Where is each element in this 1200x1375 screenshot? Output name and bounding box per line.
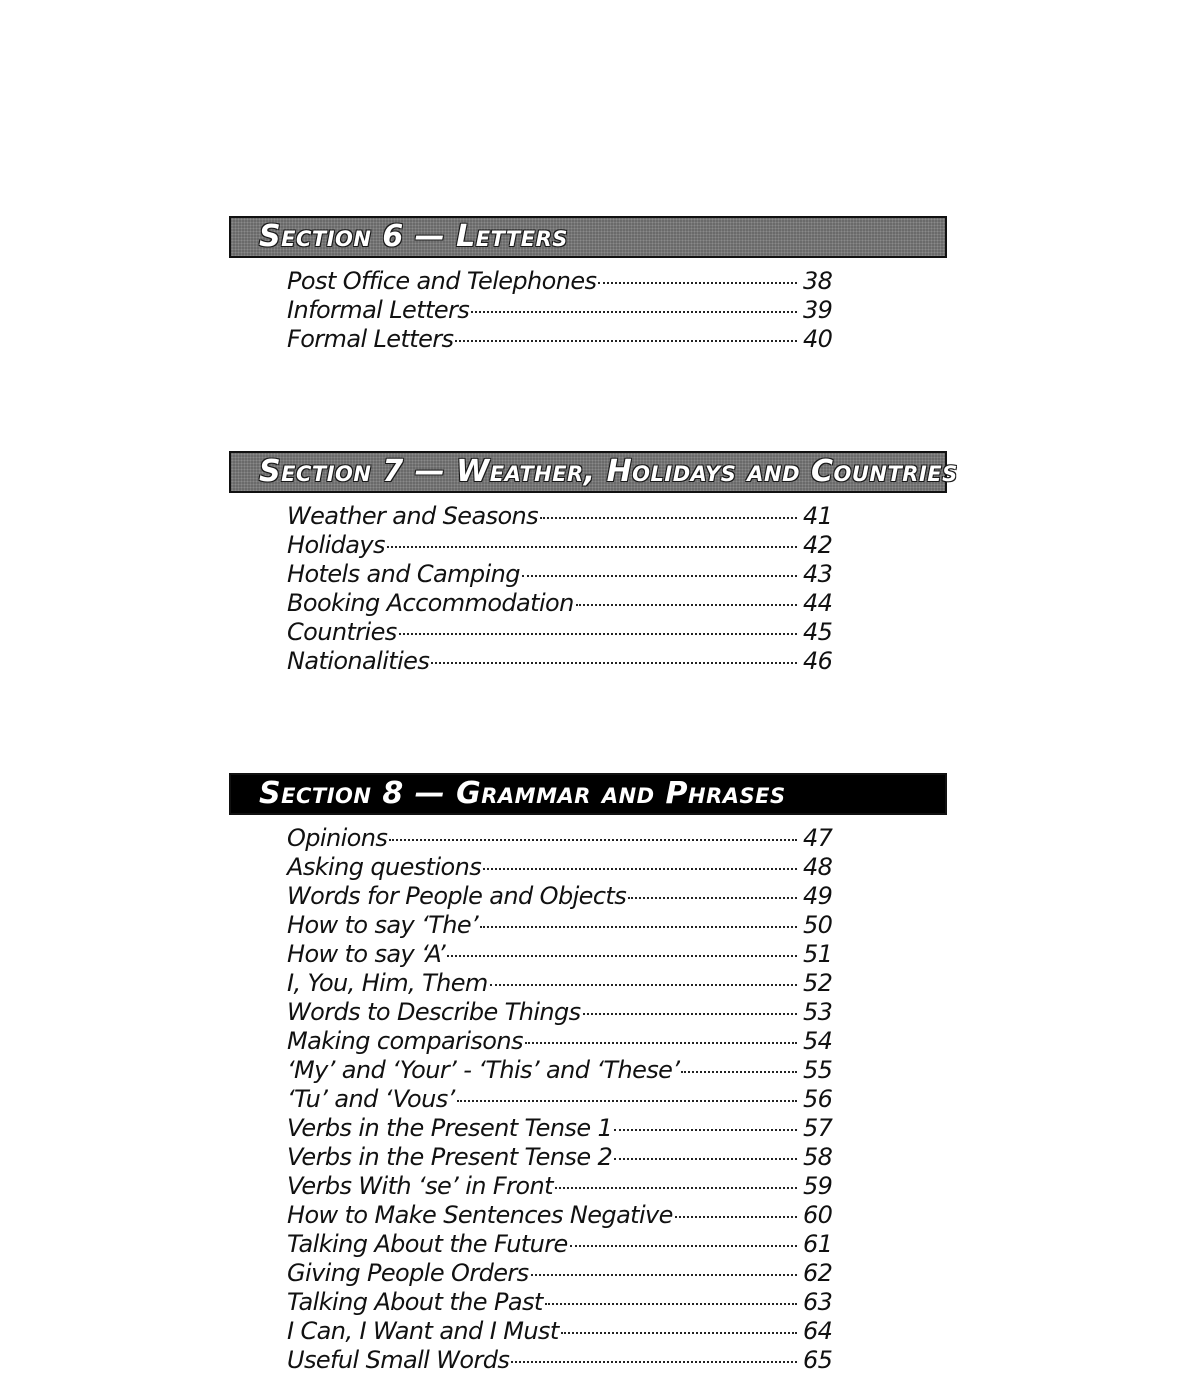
toc-entry-title: ‘Tu’ and ‘Vous’ [287, 1085, 455, 1113]
section-7-heading: Section 7 — Weather, Holidays and Countries [229, 451, 947, 493]
toc-entry-title: Informal Letters [287, 296, 470, 324]
toc-entry-title: Opinions [287, 824, 388, 852]
dot-leader [614, 1158, 797, 1160]
toc-entry-page: 48 [803, 853, 833, 881]
toc-entry-page: 65 [803, 1346, 833, 1374]
toc-entry[interactable] [287, 1346, 835, 1375]
toc-entry-page: 51 [803, 940, 833, 968]
toc-entry[interactable] [287, 618, 835, 647]
toc-entry-page: 39 [803, 296, 833, 324]
toc-entry-title: How to say ‘The’ [287, 911, 479, 939]
toc-entry[interactable] [287, 969, 835, 998]
toc-entry[interactable] [287, 1230, 835, 1259]
toc-entry-page: 42 [803, 531, 833, 559]
toc-entry[interactable] [287, 1114, 835, 1143]
section-6-entries [287, 267, 835, 354]
toc-entry-page: 50 [803, 911, 833, 939]
dot-leader [399, 633, 797, 635]
section-7-entries [287, 502, 835, 676]
dot-leader [614, 1129, 797, 1131]
dot-leader [576, 604, 797, 606]
toc-entry[interactable] [287, 1143, 835, 1172]
toc-entry[interactable] [287, 1027, 835, 1056]
dot-leader [583, 1013, 797, 1015]
toc-entry[interactable] [287, 325, 835, 354]
toc-entry-title: Countries [287, 618, 397, 646]
dot-leader [522, 575, 797, 577]
toc-entry-title: Verbs With ‘se’ in Front [287, 1172, 553, 1200]
toc-entry-title: Giving People Orders [287, 1259, 529, 1287]
toc-entry[interactable] [287, 1085, 835, 1114]
toc-entry-page: 52 [803, 969, 833, 997]
toc-entry[interactable] [287, 647, 835, 676]
toc-entry-page: 55 [803, 1056, 833, 1084]
toc-entry-title: Words for People and Objects [287, 882, 627, 910]
dot-leader [471, 311, 797, 313]
dot-leader [480, 926, 797, 928]
toc-entry-title: I Can, I Want and I Must [287, 1317, 559, 1345]
toc-entry-page: 45 [803, 618, 833, 646]
toc-entry-page: 58 [803, 1143, 833, 1171]
toc-entry-title: I, You, Him, Them [287, 969, 488, 997]
toc-entry-page: 61 [803, 1230, 833, 1258]
toc-entry-page: 59 [803, 1172, 833, 1200]
dot-leader [540, 517, 797, 519]
toc-entry[interactable] [287, 589, 835, 618]
dot-leader [389, 839, 797, 841]
toc-entry[interactable] [287, 531, 835, 560]
toc-entry[interactable] [287, 1056, 835, 1085]
dot-leader [531, 1274, 797, 1276]
dot-leader [561, 1332, 797, 1334]
toc-entry-title: Verbs in the Present Tense 1 [287, 1114, 613, 1142]
dot-leader [545, 1303, 797, 1305]
toc-entry-page: 47 [803, 824, 833, 852]
dot-leader [431, 662, 797, 664]
toc-entry-page: 41 [803, 502, 833, 530]
section-8-heading: Section 8 — Grammar and Phrases [229, 773, 947, 815]
toc-entry[interactable] [287, 1201, 835, 1230]
dot-leader [555, 1187, 797, 1189]
toc-entry[interactable] [287, 502, 835, 531]
toc-entry-page: 40 [803, 325, 833, 353]
toc-entry-title: Verbs in the Present Tense 2 [287, 1143, 613, 1171]
toc-entry-page: 49 [803, 882, 833, 910]
dot-leader [447, 955, 797, 957]
toc-entry-title: Asking questions [287, 853, 482, 881]
dot-leader [681, 1071, 797, 1073]
toc-entry[interactable] [287, 1317, 835, 1346]
section-6-heading: Section 6 — Letters [229, 216, 947, 258]
toc-entry-page: 44 [803, 589, 833, 617]
toc-entry-page: 54 [803, 1027, 833, 1055]
toc-entry-title: Talking About the Past [287, 1288, 543, 1316]
dot-leader [457, 1100, 797, 1102]
toc-entry[interactable] [287, 267, 835, 296]
dot-leader [490, 984, 797, 986]
dot-leader [628, 897, 797, 899]
toc-entry-title: Weather and Seasons [287, 502, 539, 530]
toc-entry[interactable] [287, 882, 835, 911]
toc-entry-title: Holidays [287, 531, 385, 559]
dot-leader [525, 1042, 797, 1044]
toc-entry[interactable] [287, 1288, 835, 1317]
toc-entry-title: How to Make Sentences Negative [287, 1201, 673, 1229]
toc-entry[interactable] [287, 296, 835, 325]
dot-leader [598, 282, 797, 284]
toc-entry-page: 38 [803, 267, 833, 295]
toc-entry-title: Hotels and Camping [287, 560, 520, 588]
toc-entry[interactable] [287, 824, 835, 853]
toc-entry[interactable] [287, 1259, 835, 1288]
toc-entry-title: How to say ‘A’ [287, 940, 445, 968]
toc-entry-title: Making comparisons [287, 1027, 523, 1055]
toc-entry[interactable] [287, 853, 835, 882]
toc-entry[interactable] [287, 940, 835, 969]
toc-entry[interactable] [287, 911, 835, 940]
dot-leader [675, 1216, 797, 1218]
dot-leader [483, 868, 797, 870]
toc-entry-title: Formal Letters [287, 325, 454, 353]
toc-entry-page: 63 [803, 1288, 833, 1316]
toc-entry-title: Post Office and Telephones [287, 267, 597, 295]
toc-entry-page: 56 [803, 1085, 833, 1113]
toc-entry-title: Words to Describe Things [287, 998, 581, 1026]
toc-entry[interactable] [287, 1172, 835, 1201]
toc-entry-page: 46 [803, 647, 833, 675]
toc-entry[interactable] [287, 998, 835, 1027]
dot-leader [455, 340, 797, 342]
toc-entry[interactable] [287, 560, 835, 589]
toc-entry-title: Talking About the Future [287, 1230, 568, 1258]
dot-leader [570, 1245, 797, 1247]
toc-entry-page: 60 [803, 1201, 833, 1229]
toc-entry-page: 64 [803, 1317, 833, 1345]
toc-entry-title: ‘My’ and ‘Your’ - ‘This’ and ‘These’ [287, 1056, 680, 1084]
toc-entry-page: 43 [803, 560, 833, 588]
dot-leader [387, 546, 797, 548]
toc-entry-page: 62 [803, 1259, 833, 1287]
dot-leader [511, 1361, 797, 1363]
section-8-entries [287, 824, 835, 1375]
toc-entry-title: Useful Small Words [287, 1346, 510, 1374]
toc-entry-title: Booking Accommodation [287, 589, 574, 617]
toc-entry-page: 53 [803, 998, 833, 1026]
toc-entry-title: Nationalities [287, 647, 430, 675]
toc-entry-page: 57 [803, 1114, 833, 1142]
